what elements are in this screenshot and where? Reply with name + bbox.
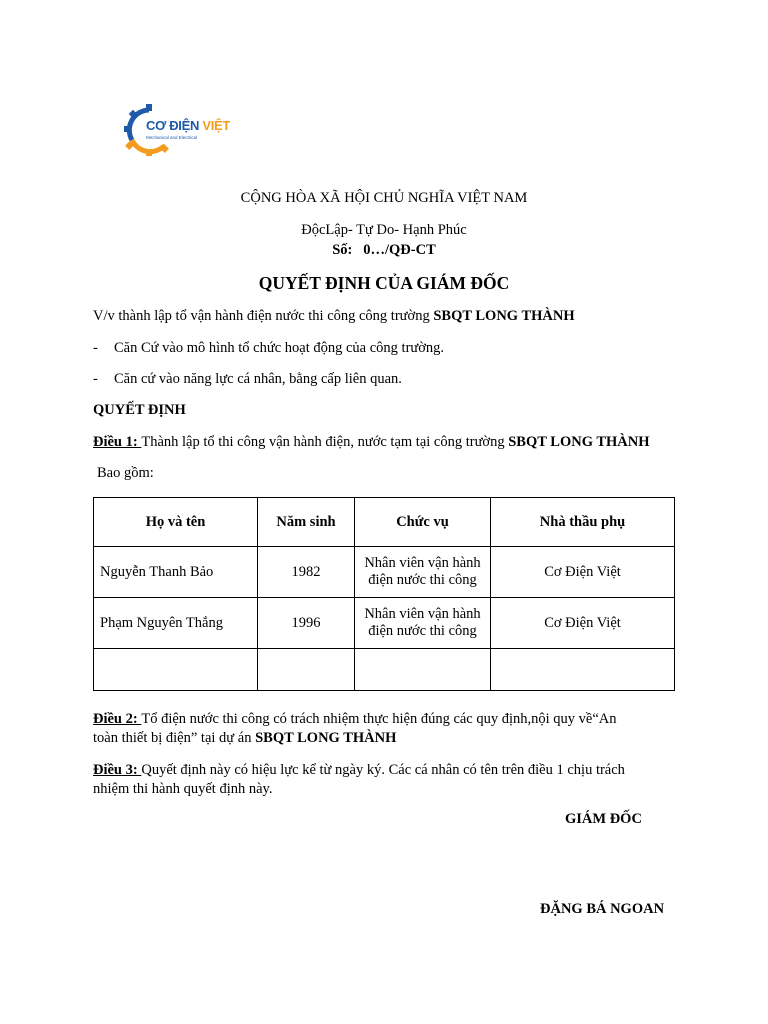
empty-cell bbox=[258, 649, 355, 691]
includes-label: Bao gồm: bbox=[97, 465, 154, 481]
name-cell: Phạm Nguyên Thắng bbox=[94, 598, 258, 649]
year-cell: 1996 bbox=[258, 598, 355, 649]
empty-cell bbox=[94, 649, 258, 691]
logo-tagline: Mechanical and Electrical bbox=[146, 135, 198, 140]
decision-number: Số: 0…/QĐ-CT bbox=[332, 242, 436, 258]
basis-item: - Căn Cứ vào mô hình tổ chức hoạt động của công trường. bbox=[93, 340, 445, 356]
column-header: Chức vụ bbox=[355, 498, 491, 547]
column-header: Nhà thầu phụ bbox=[491, 498, 675, 547]
position-cell: Nhân viên vận hành điện nước thi công bbox=[355, 598, 491, 649]
country-name: CỘNG HÒA XÃ HỘI CHỦ NGHĨA VIỆT NAM bbox=[240, 190, 528, 206]
table-row bbox=[94, 598, 675, 649]
position-cell: Nhân viên vận hành điện nước thi công bbox=[355, 547, 491, 598]
table-header-row bbox=[94, 498, 675, 547]
personnel-table bbox=[93, 497, 675, 691]
contractor-cell: Cơ Điện Việt bbox=[491, 547, 675, 598]
article-3-continued: nhiệm thi hành quyết định này. bbox=[93, 781, 273, 797]
logo-wordmark: CƠ ĐIỆN VIỆT bbox=[146, 118, 231, 133]
signer-name: ĐẶNG BÁ NGOAN bbox=[540, 901, 665, 917]
subject-line: V/v thành lập tổ vận hành điện nước thi công công trường SBQT LONG THÀNH bbox=[93, 308, 575, 324]
document-title: QUYẾT ĐỊNH CỦA GIÁM ĐỐC bbox=[258, 273, 510, 293]
name-cell: Nguyễn Thanh Bảo bbox=[94, 547, 258, 598]
article-2: Điều 2: Tổ điện nước thi công có trách nhiệm thực hiện đúng các quy định,nội quy về“An bbox=[93, 711, 617, 727]
table-row bbox=[94, 547, 675, 598]
empty-cell bbox=[355, 649, 491, 691]
project-name: SBQT LONG THÀNH bbox=[433, 308, 575, 324]
national-motto: ĐộcLập- Tự Do- Hạnh Phúc bbox=[301, 222, 467, 238]
decision-heading: QUYẾT ĐỊNH bbox=[93, 402, 186, 418]
article-2-continued: toàn thiết bị điện” tại dự án SBQT LONG THÀNH bbox=[93, 730, 397, 746]
column-header: Năm sinh bbox=[258, 498, 355, 547]
year-cell: 1982 bbox=[258, 547, 355, 598]
column-header: Họ và tên bbox=[94, 498, 258, 547]
table-row-empty bbox=[94, 649, 675, 691]
contractor-cell: Cơ Điện Việt bbox=[491, 598, 675, 649]
article-1: Điều 1: Thành lập tổ thi công vận hành điện, nước tạm tại công trường SBQT LONG THÀNH bbox=[93, 434, 650, 450]
article-3: Điều 3: Quyết định này có hiệu lực kể từ ngày ký. Các cá nhân có tên trên điều 1 chịu trách bbox=[93, 762, 625, 778]
signer-role: GIÁM ĐỐC bbox=[565, 811, 642, 827]
basis-item: - Căn cứ vào năng lực cá nhân, bằng cấp liên quan. bbox=[93, 371, 402, 387]
company-logo bbox=[124, 104, 234, 156]
empty-cell bbox=[491, 649, 675, 691]
